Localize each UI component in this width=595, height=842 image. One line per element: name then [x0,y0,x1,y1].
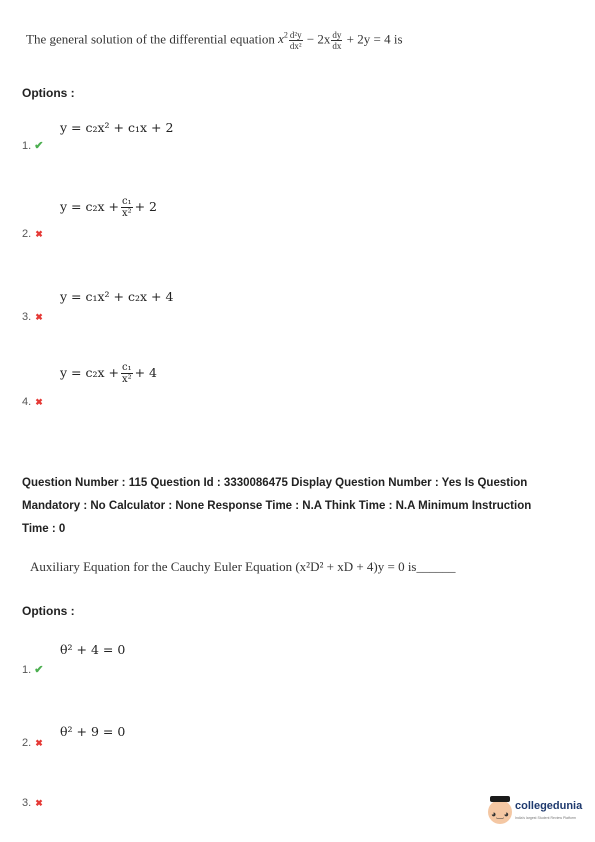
option-2-2-number[interactable]: 2. ✖ [22,737,43,749]
collegedunia-logo [488,800,582,824]
correct-check-icon: ✔ [34,140,44,152]
question-meta-line-3: Time : 0 [22,523,66,535]
question-1-text: The general solution of the differential equation $x^2$ $\frac{\text{d²y}}{\text{dx²}}$ − 2x $\frac{dy}{dx}$ + 2y = 4 is [26,30,403,51]
correct-check-icon: ✔ [34,664,44,676]
wrong-cross-icon: ✖ [35,229,43,239]
option-1-2-number[interactable]: 2. ✖ [22,228,43,240]
question-meta-line-2: Mandatory : No Calculator : None Response Time : N.A Think Time : N.A Minimum Instruction [22,500,532,512]
option-2-2-expression: θ² + 9 = 0 [60,724,126,739]
logo-tagline: India's largest Student Review Platform [515,816,576,820]
question-meta-line-1: Question Number : 115 Question Id : 3330086475 Display Question Number : Yes Is Question [22,477,528,489]
wrong-cross-icon: ✖ [35,798,43,808]
option-2-1-number[interactable]: 1. ✔ [22,664,44,676]
logo-name: collegedunia [515,800,583,812]
option-1-4-number[interactable]: 4. ✖ [22,396,43,408]
option-2-1-expression: θ² + 4 = 0 [60,642,126,657]
option-1-1-expression: y = c₂x² + c₁x + 2 [60,120,174,135]
option-1-3-expression: y = c₁x² + c₂x + 4 [60,289,174,304]
wrong-cross-icon: ✖ [35,738,43,748]
option-2-3-number[interactable]: 3. ✖ [22,797,43,809]
mascot-icon: ◕‿◕ [488,800,512,824]
option-1-3-number[interactable]: 3. ✖ [22,311,43,323]
wrong-cross-icon: ✖ [35,397,43,407]
wrong-cross-icon: ✖ [35,312,43,322]
option-1-4-expression: y = c₂x + $\frac{\text{c₁}}{\text{x²}}$ + 4 [60,362,158,385]
options-heading-1: Options : [22,86,75,100]
option-1-1-number[interactable]: 1. ✔ [22,140,44,152]
question-2-text: Auxiliary Equation for the Cauchy Euler Equation (x²D² + xD + 4)y = 0 is______ [30,559,456,574]
option-1-2-expression: y = c₂x + $\frac{\text{c₁}}{\text{x²}}$ + 2 [60,196,158,219]
options-heading-2: Options : [22,604,75,618]
